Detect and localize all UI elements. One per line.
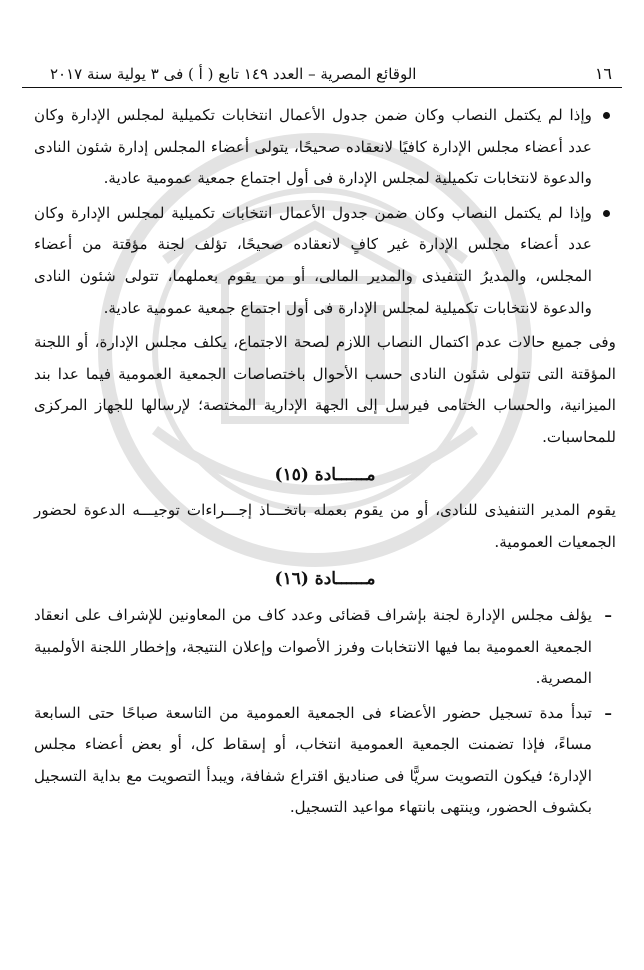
bullet-icon <box>603 112 610 119</box>
list-item-text: وإذا لم يكتمل النصاب وكان ضمن جدول الأعمال انتخابات تكميلية لمجلس الإدارة وكان عدد أعضاء مجلس الإدارة كافيًا لانعقاده صحيحًا، يتولى أعضاء المجلس إدارة شئون النادى والدعوة لانتخابات تكميلية لمجلس الإدارة فى أول اجتماع جمعية عمومية عادية. <box>34 106 592 188</box>
list-item-text: وإذا لم يكتمل النصاب وكان ضمن جدول الأعمال انتخابات تكميلية لمجلس الإدارة وكان عدد أعضاء مجلس الإدارة غير كافٍ لانعقاده صحيحًا، تؤلف لجنة مؤقتة من أعضاء المجلس، والمديرُ التنفيذى والمدير المالى، أو من يقوم بعملهما، تتولى شئون النادى والدعوة لانتخابات تكميلية لمجلس الإدارة فى أول اجتماع جمعية عمومية عادية. <box>34 203 592 317</box>
page-header <box>22 58 622 88</box>
list-item <box>34 198 616 324</box>
list-item <box>34 100 616 195</box>
gazette-issue-title: الوقائع المصرية – العدد ١٤٩ تابع ( أ ) فى ٣ يولية سنة ٢٠١٧ <box>50 65 417 83</box>
list-item-text: تبدأ مدة تسجيل حضور الأعضاء فى الجمعية العمومية من التاسعة صباحًا حتى السابعة مساءً، فإذا تضمنت الجمعية العمومية انتخاب، أو إسقاط كل، أو بعض أعضاء مجلس الإدارة؛ فيكون التصويت سريًّا فى صناديق اقتراع شفافة، ويبدأ التصويت مع بداية التسجيل بكشوف الحضور، وينتهى بانتهاء مواعيد التسجيل. <box>34 703 592 817</box>
page-number: ١٦ <box>594 64 612 83</box>
bullet-icon <box>603 210 610 217</box>
article-16-list <box>34 600 616 824</box>
article-15-title: مــــــادة (١٥) <box>274 464 376 485</box>
document-body <box>34 100 616 827</box>
list-item <box>34 698 616 824</box>
quorum-bullet-list <box>34 100 616 324</box>
article-16-title: مــــــادة (١٦) <box>274 569 376 590</box>
list-item <box>34 600 616 695</box>
article-15-paragraph: يقوم المدير التنفيذى للنادى، أو من يقوم بعمله باتخـــاذ إجـــراءات توجيـــه الدعوة لحضور الجمعيات العمومية. <box>34 501 616 551</box>
list-item-text: يؤلف مجلس الإدارة لجنة بإشراف قضائى وعدد كاف من المعاونين للإشراف على انعقاد الجمعية العمومية بما فيها الانتخابات وفرز الأصوات وإعلان النتيجة، وإخطار اللجنة الأولمبية المصرية. <box>34 605 592 688</box>
quorum-paragraph: وفى جميع حالات عدم اكتمال النصاب اللازم لصحة الاجتماع، يكلف مجلس الإدارة، أو اللجنة المؤقتة التى تتولى شئون النادى حسب الأحوال باختصاصات الجمعية العمومية فيما عدا بند الميزانية، والحساب الختامى فيرسل إلى الجهة الإدارية المختصة؛ لإرسالها للجهاز المركزى للمحاسبات. <box>34 333 616 446</box>
dash-icon: – <box>604 605 612 624</box>
dash-icon: – <box>604 703 612 722</box>
